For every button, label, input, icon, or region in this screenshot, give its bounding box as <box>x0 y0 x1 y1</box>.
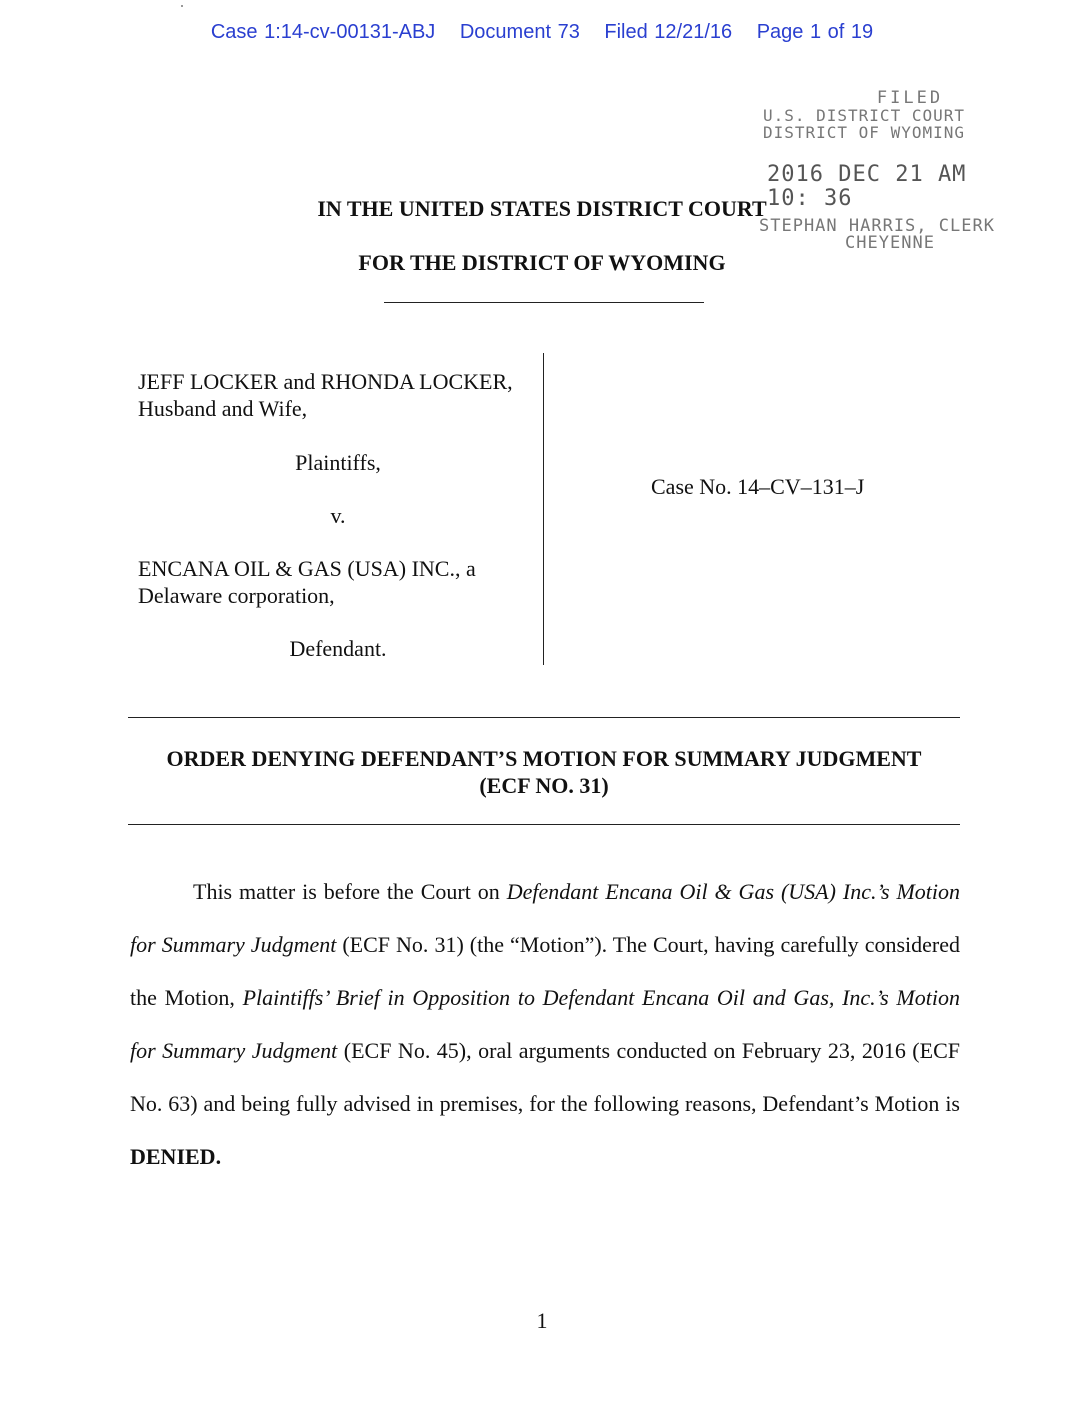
stamp-clerk: STEPHAN HARRIS, CLERK <box>759 215 995 236</box>
body-text-3: (ECF No. 45), oral arguments conducted on February 23, 2016 (ECF No. 63) and being fully advised in premises, for the following reasons, Defendant’s Motion is <box>130 1038 960 1116</box>
page-number: 1 <box>536 1308 548 1333</box>
case-number: Case No. 14–CV–131–J <box>651 474 865 499</box>
stamp-district: DISTRICT OF WYOMING <box>762 122 965 142</box>
stamp-datetime: 2016 DEC 21 AM 10: 36 <box>767 162 967 211</box>
opposition-brief-title: Plaintiffs’ Brief in Opposition to Defendant Encana Oil and Gas, Inc.’s Motion for Summary Judgment <box>130 985 960 1063</box>
motion-title: Defendant Encana Oil & Gas (USA) Inc.’s Motion for Summary Judgment <box>130 879 960 957</box>
defendant-label: Defendant. <box>289 636 387 661</box>
defendant-name: ENCANA OIL & GAS (USA) INC., a Delaware corporation, <box>138 556 476 608</box>
stamp-city: CHEYENNE <box>845 233 935 254</box>
header-case-number: Case 1:14-cv-00131-ABJ <box>210 21 436 43</box>
stamp-filed: FILED <box>876 88 944 108</box>
plaintiffs-label: Plaintiffs, <box>295 450 381 475</box>
case-caption-parties <box>138 368 538 662</box>
clerk-filed-stamp <box>755 90 995 253</box>
order-title <box>128 745 960 799</box>
order-title-rule-bottom <box>128 824 960 825</box>
header-divider <box>384 302 704 303</box>
court-district: FOR THE DISTRICT OF WYOMING <box>358 250 726 275</box>
plaintiffs-names: JEFF LOCKER and RHONDA LOCKER, Husband and Wife, <box>138 369 513 421</box>
order-title-rule-top <box>128 717 960 718</box>
order-body-paragraph <box>130 865 960 1183</box>
header-page-count: Page 1 of 19 <box>756 21 874 43</box>
ruling: DENIED. <box>130 1144 222 1169</box>
stamp-court: U.S. DISTRICT COURT <box>762 105 965 125</box>
order-title-line1: ORDER DENYING DEFENDANT’S MOTION FOR SUMMARY JUDGMENT <box>166 746 922 771</box>
body-text-1: This matter is before the Court on <box>193 879 507 904</box>
versus: v. <box>330 503 346 528</box>
header-document-number: Document 73 <box>459 21 580 43</box>
court-title: IN THE UNITED STATES DISTRICT COURT <box>317 196 767 221</box>
scan-speck <box>181 5 183 7</box>
header-filed-date: Filed 12/21/16 <box>604 21 733 43</box>
body-text-2: (ECF No. 31) (the “Motion”). The Court, having carefully considered the Motion, <box>130 932 960 1010</box>
caption-divider <box>543 353 544 665</box>
ecf-header-stamp <box>0 21 1084 44</box>
order-title-line2: (ECF NO. 31) <box>479 773 609 798</box>
